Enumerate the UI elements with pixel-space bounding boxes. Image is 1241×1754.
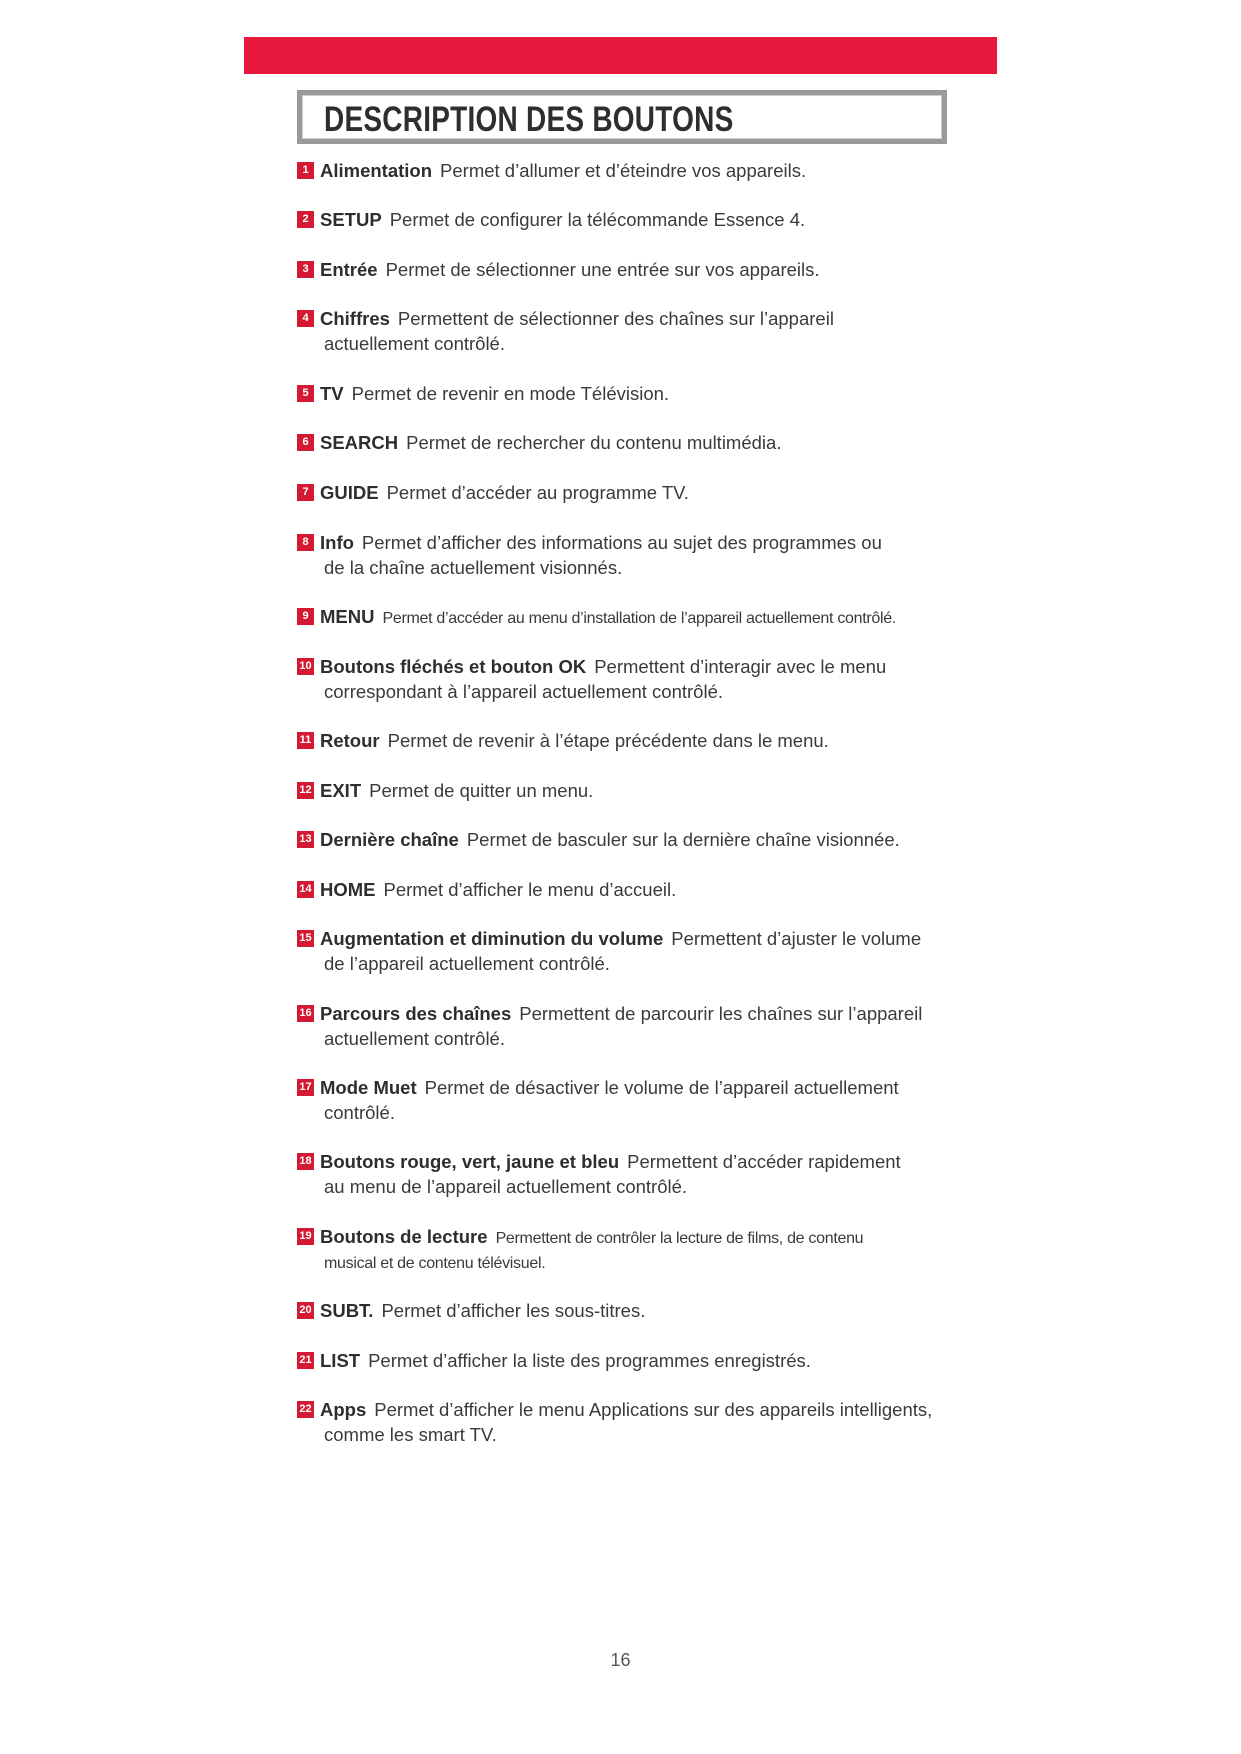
item-description-continued: comme les smart TV.	[324, 1424, 497, 1445]
item-description: Permet d’afficher des informations au sujet des programmes ou	[361, 532, 882, 553]
item-label: Apps	[320, 1399, 367, 1420]
item-description: Permettent d’interagir avec le menu	[594, 656, 887, 677]
item-label: MENU	[320, 606, 375, 627]
item-number-badge: 14	[297, 881, 314, 898]
list-item	[297, 158, 967, 183]
item-label: TV	[320, 383, 344, 404]
item-number-badge: 21	[297, 1352, 314, 1369]
item-number-badge: 17	[297, 1079, 314, 1096]
item-number-badge: 6	[297, 434, 314, 451]
list-item	[297, 604, 967, 631]
list-item	[297, 530, 967, 580]
item-number-badge: 5	[297, 385, 314, 402]
item-description-continued: de l’appareil actuellement contrôlé.	[324, 953, 610, 974]
item-number-badge: 9	[297, 608, 314, 625]
item-number-badge: 7	[297, 484, 314, 501]
item-number-badge: 4	[297, 310, 314, 327]
item-number-badge: 1	[297, 162, 314, 179]
item-description-continued: musical et de contenu télévisuel.	[324, 1255, 546, 1272]
list-item	[297, 728, 967, 753]
item-number-badge: 2	[297, 211, 314, 228]
item-label: SUBT.	[320, 1300, 374, 1321]
item-label: Info	[320, 532, 354, 553]
page-title: DESCRIPTION DES BOUTONS	[324, 100, 734, 139]
top-red-bar	[244, 37, 997, 74]
item-number-badge: 13	[297, 831, 314, 848]
item-description: Permettent d’accéder rapidement	[627, 1151, 901, 1172]
item-description-continued: contrôlé.	[324, 1102, 395, 1123]
page-number: 16	[610, 1650, 631, 1670]
item-description-continued: au menu de l’appareil actuellement contrôlé.	[324, 1176, 688, 1197]
list-item	[297, 877, 967, 902]
item-number-badge: 15	[297, 930, 314, 947]
item-label: GUIDE	[320, 482, 379, 503]
item-label: Retour	[320, 730, 380, 751]
list-item	[297, 1224, 967, 1276]
item-label: SEARCH	[320, 432, 399, 453]
item-description: Permet de sélectionner une entrée sur vos appareils.	[385, 259, 820, 280]
list-item	[297, 207, 967, 232]
item-description: Permettent de contrôler la lecture de films, de contenu	[495, 1230, 864, 1247]
list-item	[297, 1075, 967, 1125]
item-description: Permettent de parcourir les chaînes sur l’appareil	[519, 1003, 923, 1024]
item-description: Permet de désactiver le volume de l’appareil actuellement	[424, 1077, 899, 1098]
item-description-continued: correspondant à l’appareil actuellement contrôlé.	[324, 681, 724, 702]
list-item	[297, 1397, 967, 1447]
list-item	[297, 654, 967, 704]
item-description: Permet d’afficher le menu d’accueil.	[383, 879, 677, 900]
item-number-badge: 3	[297, 261, 314, 278]
item-label: Dernière chaîne	[320, 829, 459, 850]
item-description: Permettent d’ajuster le volume	[671, 928, 922, 949]
list-item	[297, 381, 967, 406]
item-number-badge: 11	[297, 732, 314, 749]
item-label: EXIT	[320, 780, 362, 801]
item-description: Permettent de sélectionner des chaînes sur l’appareil	[397, 308, 834, 329]
item-label: Mode Muet	[320, 1077, 417, 1098]
item-label: Boutons rouge, vert, jaune et bleu	[320, 1151, 620, 1172]
item-description: Permet de quitter un menu.	[369, 780, 594, 801]
item-label: Boutons de lecture	[320, 1226, 488, 1247]
item-description: Permet d’accéder au menu d’installation de l’appareil actuellement contrôlé.	[382, 610, 896, 627]
item-label: Boutons fléchés et bouton OK	[320, 656, 587, 677]
list-item	[297, 778, 967, 803]
item-description: Permet de configurer la télécommande Essence 4.	[389, 209, 806, 230]
item-label: SETUP	[320, 209, 382, 230]
list-item	[297, 1001, 967, 1051]
list-item	[297, 257, 967, 282]
item-label: Augmentation et diminution du volume	[320, 928, 664, 949]
item-number-badge: 16	[297, 1005, 314, 1022]
item-label: Parcours des chaînes	[320, 1003, 512, 1024]
item-description: Permet d’accéder au programme TV.	[386, 482, 689, 503]
item-label: Chiffres	[320, 308, 390, 329]
item-description: Permet d’afficher le menu Applications sur des appareils intelligents,	[374, 1399, 933, 1420]
list-item	[297, 306, 967, 356]
item-description: Permet de revenir à l’étape précédente dans le menu.	[387, 730, 829, 751]
list-item	[297, 1348, 967, 1373]
item-description: Permet de rechercher du contenu multimédia.	[406, 432, 782, 453]
item-description-continued: actuellement contrôlé.	[324, 1028, 505, 1049]
item-description-continued: actuellement contrôlé.	[324, 333, 505, 354]
item-number-badge: 19	[297, 1228, 314, 1245]
list-item	[297, 480, 967, 505]
list-item	[297, 926, 967, 976]
item-number-badge: 22	[297, 1401, 314, 1418]
item-label: Alimentation	[320, 160, 433, 181]
item-label: Entrée	[320, 259, 378, 280]
item-description: Permet d’afficher la liste des programmes enregistrés.	[368, 1350, 811, 1371]
item-number-badge: 10	[297, 658, 314, 675]
item-description: Permet d’allumer et d’éteindre vos appareils.	[440, 160, 807, 181]
list-item	[297, 430, 967, 455]
item-description-continued: de la chaîne actuellement visionnés.	[324, 557, 623, 578]
item-number-badge: 12	[297, 782, 314, 799]
list-item	[297, 827, 967, 852]
item-number-badge: 20	[297, 1302, 314, 1319]
list-item	[297, 1298, 967, 1323]
item-label: LIST	[320, 1350, 361, 1371]
list-item	[297, 1149, 967, 1199]
item-description: Permet de basculer sur la dernière chaîne visionnée.	[466, 829, 900, 850]
item-label: HOME	[320, 879, 376, 900]
item-description: Permet d’afficher les sous-titres.	[381, 1300, 646, 1321]
item-number-badge: 8	[297, 534, 314, 551]
item-description: Permet de revenir en mode Télévision.	[351, 383, 670, 404]
item-number-badge: 18	[297, 1153, 314, 1170]
